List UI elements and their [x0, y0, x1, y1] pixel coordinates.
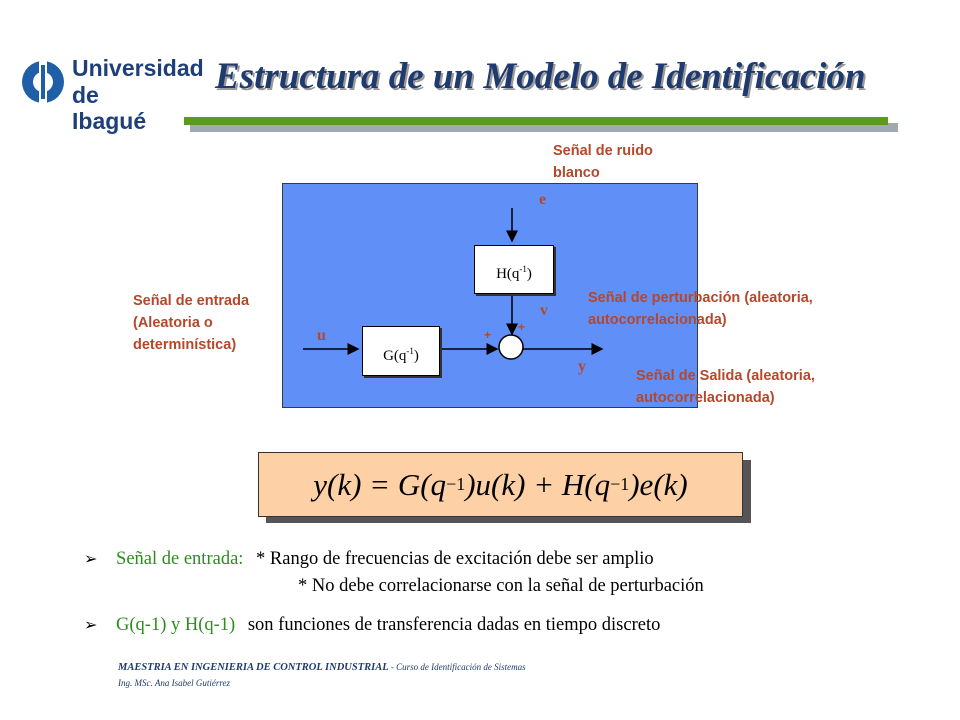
- equation-part-3: )e(k): [629, 466, 688, 502]
- block-g-label: G(q: [383, 348, 407, 364]
- input-label-line-1: Señal de entrada: [133, 293, 250, 309]
- equation-part-2: )u(k) + H(q: [465, 466, 611, 502]
- plus-left: +: [484, 328, 492, 342]
- signal-y: y: [578, 358, 586, 375]
- output-label-line-1: Señal de Salida (aleatoria,: [636, 368, 815, 384]
- title-bar: [184, 117, 888, 125]
- input-label: [133, 290, 249, 356]
- block-h: [474, 245, 554, 294]
- equation-part-1: y(k) = G(q: [313, 466, 447, 502]
- equation-exp-2: −1: [610, 474, 630, 494]
- signal-e: e: [539, 191, 547, 208]
- input-label-line-2: (Aleatoria o: [133, 315, 213, 331]
- model-equation: [258, 452, 743, 517]
- bullet-2: [84, 615, 660, 636]
- page-title: Estructura de un Modelo de Identificación: [215, 56, 866, 97]
- block-g-close: ): [413, 348, 419, 364]
- signal-v: v: [540, 302, 548, 319]
- block-g-exponent: -1: [406, 346, 414, 356]
- bullet-2-lead: G(q-1) y H(q-1): [116, 615, 236, 635]
- output-label: [636, 365, 815, 409]
- bullet-2-text: son funciones de transferencia dadas en tiempo discreto: [247, 615, 661, 635]
- bullet-1-text-1: * Rango de frecuencias de excitación debe ser amplio: [256, 549, 654, 569]
- noise-label: [553, 140, 653, 184]
- block-g: [362, 326, 440, 376]
- plus-top: +: [518, 320, 526, 334]
- noise-label-line-1: Señal de ruido: [553, 143, 653, 159]
- logo-line-2: de Ibagué: [72, 82, 147, 134]
- disturbance-label-line-2: autocorrelacionada): [588, 312, 727, 328]
- footer-line-1: [118, 662, 526, 673]
- arrow-bullet-icon: ➢: [84, 549, 98, 568]
- disturbance-label: [588, 287, 813, 331]
- signal-u: u: [317, 327, 326, 344]
- block-h-close: ): [526, 266, 532, 282]
- block-h-exponent: -1: [519, 264, 527, 274]
- output-label-line-2: autocorrelacionada): [636, 390, 775, 406]
- noise-label-line-2: blanco: [553, 165, 600, 181]
- arrow-bullet-icon: ➢: [84, 615, 98, 634]
- input-label-line-3: determinística): [133, 337, 237, 353]
- logo-line-1: Universidad: [72, 55, 204, 81]
- bullet-1-text-2: * No debe correlacionarse con la señal de perturbación: [298, 576, 704, 596]
- footer-program: MAESTRIA EN INGENIERIA DE CONTROL INDUSTRIAL: [118, 662, 389, 673]
- bullet-1: [84, 549, 654, 570]
- bullet-1-lead: Señal de entrada:: [116, 549, 244, 569]
- block-h-label: H(q: [496, 266, 520, 282]
- university-logo-icon: [20, 59, 66, 105]
- footer-separator: -: [388, 662, 397, 672]
- footer-line-2: Ing. MSc. Ana Isabel Gutiérrez: [118, 678, 230, 688]
- footer-course: Curso de Identificación de Sistemas: [396, 662, 526, 672]
- equation-exp-1: −1: [446, 474, 466, 494]
- disturbance-label-line-1: Señal de perturbación (aleatoria,: [588, 290, 813, 306]
